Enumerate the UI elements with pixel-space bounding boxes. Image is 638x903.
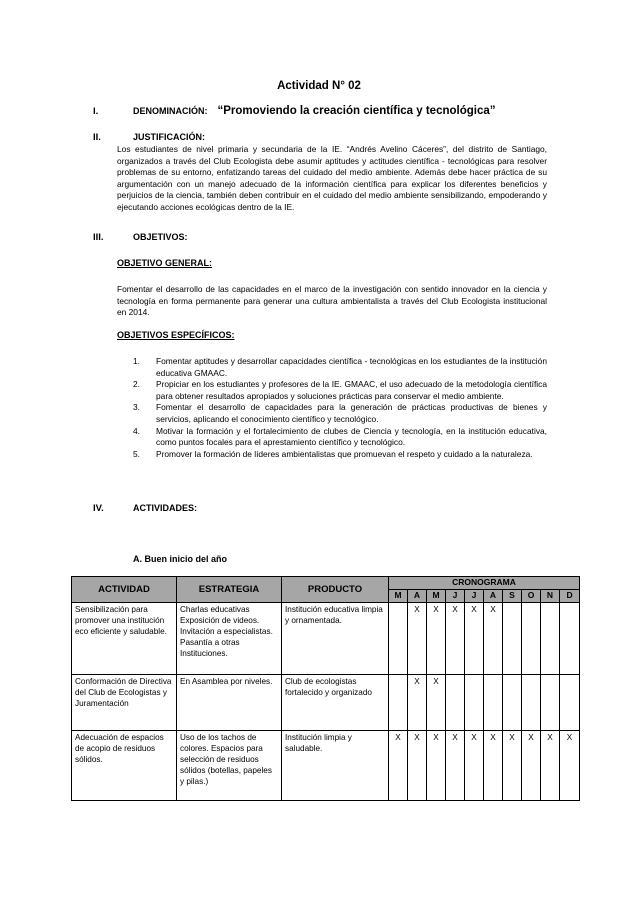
table-row: [72, 675, 580, 731]
list-item: 3. Fomentar el desarrollo de capacidades para la generación de prácticas productivas de bienes y servicios, aplicando el conocimiento científico y tecnológico.: [133, 402, 547, 424]
cell-mark: [503, 675, 522, 731]
cell-mark: X: [446, 603, 465, 675]
table-row: [72, 731, 580, 801]
cell-actividad: Adecuación de espacios de acopio de residuos sólidos.: [72, 731, 177, 801]
section-number: III.: [93, 232, 104, 243]
cell-mark: [560, 603, 580, 675]
cell-mark: [465, 675, 484, 731]
subsection-heading: A. Buen inicio del año: [133, 554, 228, 564]
objetivo-general-text: Fomentar el desarrollo de las capacidades en el marco de la investigación con sentido innovador en la ciencia y tecnología en forma permanente para generar una cultura ambientalista a través del Club Ecologista institucional en 2014.: [117, 284, 547, 318]
month-header: A: [484, 590, 503, 603]
cell-mark: [560, 675, 580, 731]
cell-mark: X: [427, 675, 446, 731]
month-header: M: [427, 590, 446, 603]
cell-mark: X: [503, 731, 522, 801]
table-row: [72, 603, 580, 675]
section-heading: ACTIVIDADES:: [133, 503, 198, 513]
month-header: A: [408, 590, 427, 603]
cell-mark: [541, 603, 560, 675]
cell-mark: X: [541, 731, 560, 801]
cell-mark: X: [427, 731, 446, 801]
cell-estrategia: Uso de los tachos de colores. Espacios para selección de residuos sólidos (botellas, papeles y pilas.): [177, 731, 282, 801]
section-heading: JUSTIFICACIÓN:: [133, 132, 205, 142]
cell-mark: X: [484, 731, 503, 801]
cell-mark: [541, 675, 560, 731]
activity-name: “Promoviendo la creación científica y tecnológica”: [217, 105, 496, 117]
cell-mark: X: [389, 731, 408, 801]
cell-mark: X: [446, 731, 465, 801]
month-header: M: [389, 590, 408, 603]
header-cronograma: CRONOGRAMA: [389, 577, 580, 590]
month-header: O: [522, 590, 541, 603]
cell-producto: Institución limpia y saludable.: [282, 731, 389, 801]
page-title: Actividad N° 02: [277, 80, 361, 92]
cell-mark: X: [465, 731, 484, 801]
header-producto: PRODUCTO: [282, 577, 389, 603]
section-justificacion: [93, 132, 205, 143]
cell-mark: [389, 675, 408, 731]
section-heading: DENOMINACIÓN:: [133, 106, 208, 116]
cell-producto: Club de ecologistas fortalecido y organizado: [282, 675, 389, 731]
section-heading: OBJETIVOS:: [133, 232, 188, 242]
section-number: I.: [93, 106, 99, 117]
section-denominacion: [93, 105, 496, 117]
section-actividades: [93, 503, 197, 514]
cell-actividad: Sensibilización para promover una institución eco eficiente y saludable.: [72, 603, 177, 675]
cell-mark: [503, 603, 522, 675]
header-actividad: ACTIVIDAD: [72, 577, 177, 603]
cell-mark: X: [560, 731, 580, 801]
cell-mark: X: [408, 603, 427, 675]
objetivo-general-heading: OBJETIVO GENERAL:: [117, 258, 213, 268]
cell-mark: [446, 675, 465, 731]
cell-mark: X: [408, 675, 427, 731]
cell-estrategia: Charlas educativas Exposición de videos. Invitación a especialistas. Pasantía a otras Instituciones.: [177, 603, 282, 675]
cronograma-table: [71, 576, 580, 801]
header-estrategia: ESTRATEGIA: [177, 577, 282, 603]
cell-mark: X: [522, 731, 541, 801]
cell-mark: [484, 675, 503, 731]
section-objetivos: [93, 232, 188, 243]
cell-estrategia: En Asamblea por niveles.: [177, 675, 282, 731]
cell-producto: Institución educativa limpia y ornamentada.: [282, 603, 389, 675]
cell-mark: [522, 603, 541, 675]
month-header: D: [560, 590, 580, 603]
objetivos-especificos-list: [133, 356, 547, 460]
cell-actividad: Conformación de Directiva del Club de Ecologistas y Juramentación: [72, 675, 177, 731]
section-number: IV.: [93, 503, 104, 514]
month-header: S: [503, 590, 522, 603]
cell-mark: [389, 603, 408, 675]
section-number: II.: [93, 132, 101, 143]
list-item: 1. Fomentar aptitudes y desarrollar capacidades científica - tecnológicas en los estudiantes de la institución educativa GMAAC.: [133, 356, 547, 378]
list-item: 5. Promover la formación de líderes ambientalistas que promuevan el respeto y cuidado a la naturaleza.: [133, 448, 533, 459]
justificacion-text: Los estudiantes de nivel primaria y secundaria de la IE. “Andrés Avelino Cáceres”, del distrito de Santiago, organizados a través del Club Ecologista debe asumir aptitudes y actitudes científica - tecnológicas para resolver problemas de su entorno, enfatizando tareas del cuidado del medio ambiente. Además debe hacer práctica de su argumentación con un manejo adecuado de la información científica para explicar los diferentes beneficios y perjuicios de la ciencia, también deben contribuir en el cuidado del medio ambiente sensibilizando, empoderando y ejecutando acciones ecológicas dentro de la IE.: [117, 144, 547, 212]
month-header: J: [446, 590, 465, 603]
objetivos-especificos-heading: OBJETIVOS ESPECÍFICOS:: [117, 330, 235, 340]
cell-mark: X: [408, 731, 427, 801]
cell-mark: X: [465, 603, 484, 675]
list-item: 4. Motivar la formación y el fortalecimiento de clubes de Ciencia y tecnología, en la institución educativa, como puntos focales para el aprestamiento científico y tecnológico.: [133, 425, 547, 448]
cell-mark: X: [427, 603, 446, 675]
month-header: N: [541, 590, 560, 603]
month-header: J: [465, 590, 484, 603]
cell-mark: X: [484, 603, 503, 675]
list-item: 2. Propiciar en los estudiantes y profesores de la IE. GMAAC, el uso adecuado de la metodología científica para obtener resultados apropiados y soluciones prácticas para conservar el medio ambiente.: [133, 379, 547, 401]
cell-mark: [522, 675, 541, 731]
